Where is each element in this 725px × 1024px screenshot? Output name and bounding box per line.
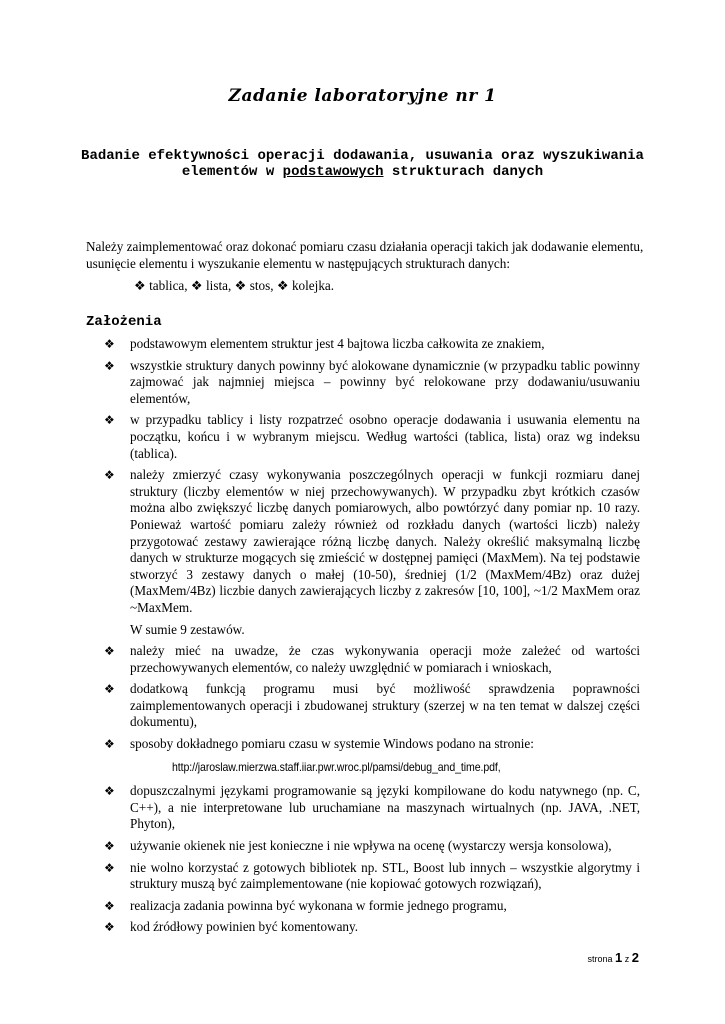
bullet-icon: ❖ [104, 737, 115, 752]
bullet-icon: ❖ [190, 278, 203, 293]
intro-paragraph: Należy zaimplementować oraz dokonać pomiaru czasu działania operacji takich jak dodawanie elementu, usunięcie elementu i wyszukanie elementu w następujących strukturach danych: [86, 239, 644, 271]
list-item-note: W sumie 9 zestawów. [130, 621, 245, 637]
bullet-icon: ❖ [104, 784, 115, 799]
list-item: ❖ realizacja zadania powinna być wykonana w formie jednego programu, [104, 897, 507, 913]
requirements-list [104, 336, 640, 941]
list-item: ❖ należy mieć na uwadze, że czas wykonywania operacji może zależeć od wartości przechowywanych elementów, co należy uwzględnić w pomiarach i wnioskach, [104, 643, 640, 675]
section-heading: Założenia [86, 314, 162, 330]
list-item: ❖ należy zmierzyć czasy wykonywania poszczególnych operacji w funkcji rozmiaru danej struktury (liczby elementów w niej przechowywanych). W przypadku zbyt krótkich czasów można albo zwiększyć liczbę danych pomiarowych, albo powtórzyć dany pomiar np. 10 razy. Ponieważ wartość pomiaru zależy również od rozkładu danych (wartości liczb) należy przygotować zestawy zawierające różną liczbę danych. Należy określić maksymalną liczbę danych w strukturze mogących się zmieścić w dostępnej pamięci (MaxMem). Na tej podstawie stworzyć 3 zestawy danych o małej (10-50), średniej (1/2 (MaxMem/4Bz) oraz dużej (MaxMem/4Bz) liczbie danych zawierających liczby z zakresów [10, 100], ~1/2 MaxMem oraz ~MaxMem. [104, 467, 640, 615]
bullet-icon: ❖ [134, 278, 146, 293]
list-item: ❖ nie wolno korzystać z gotowych bibliotek np. STL, Boost lub innych – wszystkie algorytmy i struktury muszą być zaimplementowane (nie kopiować gotowych rozwiązań), [104, 859, 640, 892]
timing-url[interactable]: http://jaroslaw.mierzwa.staff.iiar.pwr.wroc.pl/pamsi/debug_and_time.pdf, [172, 759, 501, 774]
list-item: ❖ sposoby dokładnego pomiaru czasu w systemie Windows podano na stronie: [104, 736, 534, 752]
bullet-icon: ❖ [104, 898, 115, 913]
structure-type: stos, [249, 278, 274, 293]
list-item: ❖ kod źródłowy powinien być komentowany. [104, 919, 359, 935]
bullet-icon: ❖ [234, 278, 247, 293]
list-item: ❖ dodatkową funkcją programu musi być możliwość sprawdzenia poprawności zaimplementowanych operacji i zbudowanej struktury (szerzej w na ten temat w dalszej części dokumentu), [104, 681, 640, 730]
bullet-icon: ❖ [276, 278, 289, 293]
bullet-icon: ❖ [104, 682, 115, 697]
document-subtitle [80, 148, 645, 180]
subtitle-part2: strukturach danych [391, 164, 544, 180]
page-number: strona 1 z 2 [587, 950, 639, 965]
list-item: ❖ w przypadku tablicy i listy rozpatrzeć osobno operacje dodawania i usuwania elementu na początku, końcu i w wybranym miejscu. Według wartości (tablica, lista) oraz wg indeksu (tablica). [104, 412, 640, 461]
bullet-icon: ❖ [104, 358, 115, 373]
subtitle-part1: Badanie efektywności operacji dodawania, usuwania oraz wyszukiwania elementów w [81, 148, 644, 180]
subtitle-underlined: podstawowych [282, 164, 384, 180]
bullet-icon: ❖ [104, 413, 115, 428]
list-item: ❖ dopuszczalnymi językami programowanie są języki kompilowane do kodu natywnego (np. C, C++), a nie interpretowane lub uruchamiane na maszynach wirtualnych (np. JAVA, .NET, Phyton), [104, 783, 640, 832]
bullet-icon: ❖ [104, 860, 115, 875]
list-item: ❖ podstawowym elementem struktur jest 4 bajtowa liczba całkowita ze znakiem, [104, 336, 545, 351]
list-item: ❖ wszystkie struktury danych powinny być alokowane dynamicznie (w przypadku tablic powinny zajmować jak najmniej miejsca – powinny być relokowane przy dodawaniu/usuwaniu elementów, [104, 357, 640, 406]
bullet-icon: ❖ [104, 337, 115, 351]
bullet-icon: ❖ [104, 839, 115, 854]
bullet-icon: ❖ [104, 920, 115, 935]
structure-type: kolejka. [291, 278, 335, 293]
document-title: Zadanie laboratoryjne nr 1 [228, 86, 497, 106]
bullet-icon: ❖ [104, 468, 115, 483]
structure-type: tablica, [149, 278, 188, 293]
structure-types [134, 277, 334, 294]
structure-type: lista, [206, 278, 232, 293]
list-item: ❖ używanie okienek nie jest konieczne i nie wpływa na ocenę (wystarczy wersja konsolowa), [104, 838, 612, 854]
bullet-icon: ❖ [104, 644, 115, 659]
